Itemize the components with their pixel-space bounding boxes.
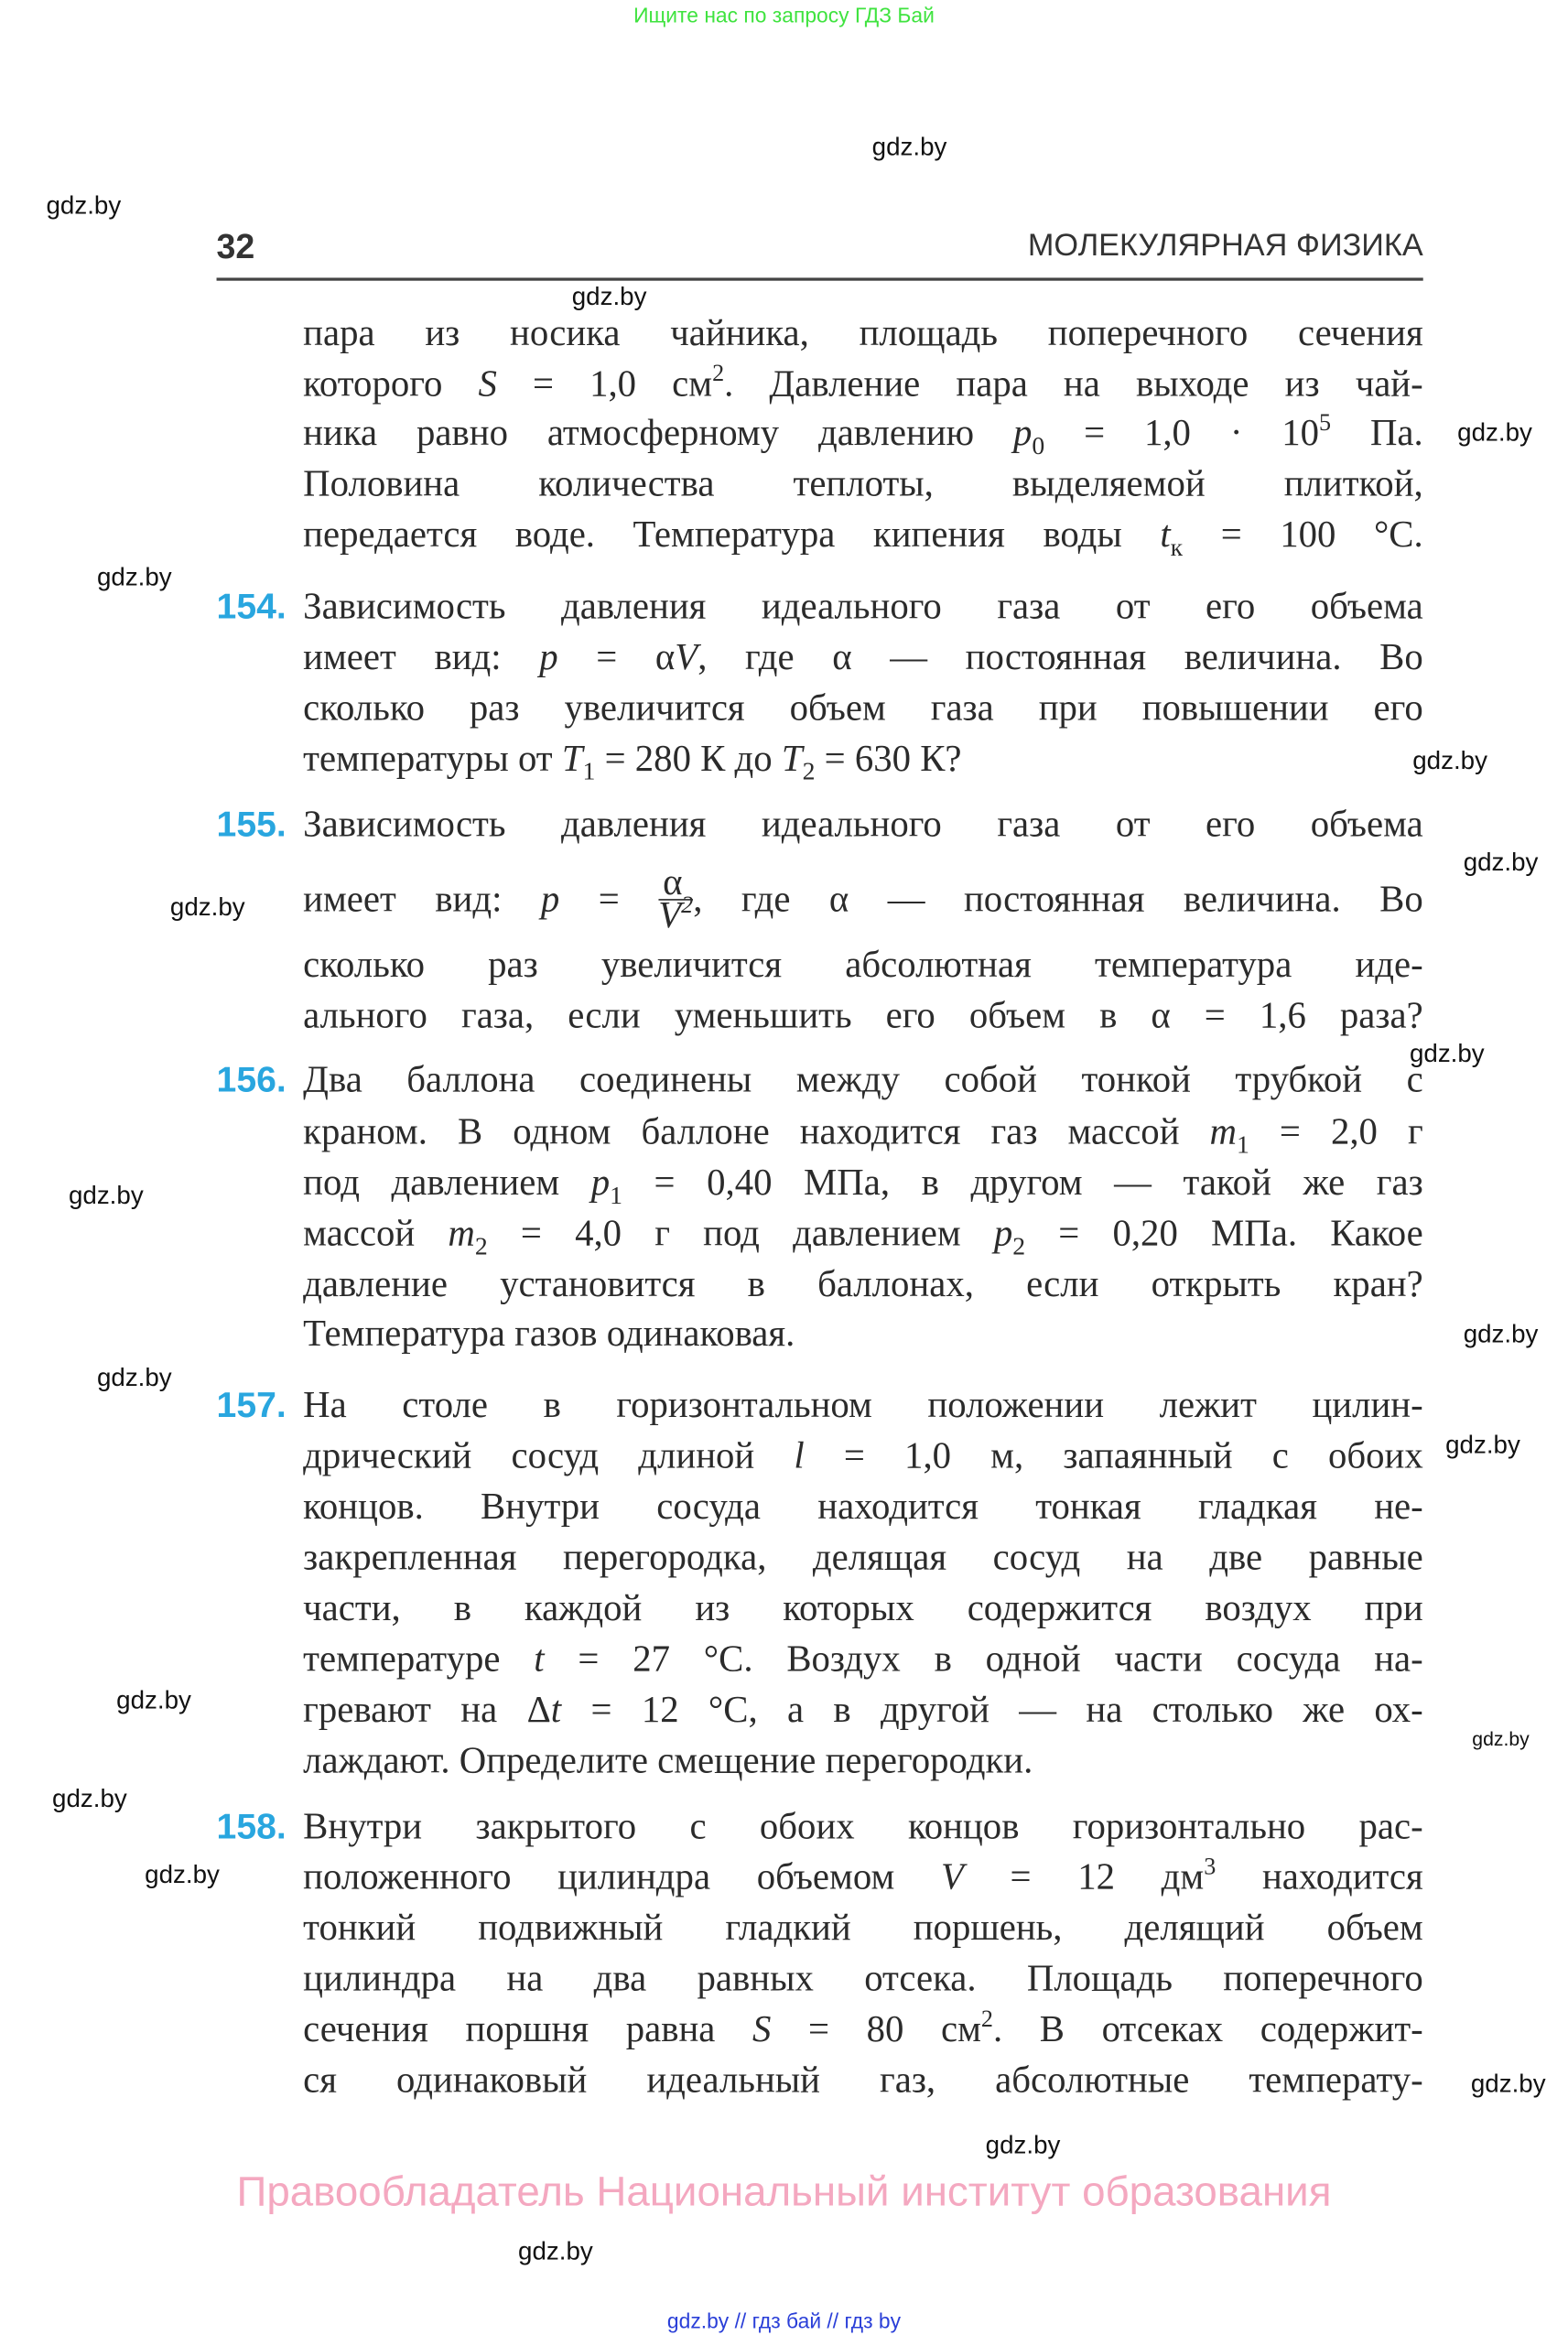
watermark: gdz.by — [68, 1181, 144, 1210]
problem-text-line — [303, 1741, 1423, 1791]
text: массой — [303, 1214, 449, 1255]
text: ника равно атмосферному давлению — [303, 413, 1013, 454]
problem-text-line — [303, 314, 1423, 364]
text: Зависимость давления идеального газа от его объема — [303, 587, 1423, 628]
watermark: gdz.by — [1409, 1039, 1485, 1068]
problem-text-line — [303, 587, 1423, 637]
math-variable: m — [448, 1214, 475, 1255]
problem-text-line — [303, 1314, 1423, 1365]
problem-text-line — [303, 1112, 1423, 1162]
superscript: 3 — [1204, 1854, 1217, 1880]
problem-number: 157. — [216, 1385, 287, 1426]
problem-text-line — [303, 1538, 1423, 1588]
text: под давлением — [303, 1162, 591, 1204]
subscript: 1 — [1237, 1130, 1249, 1159]
math-variable: V — [675, 637, 698, 678]
problem-text-line — [303, 1487, 1423, 1538]
problem-text-line — [303, 1589, 1423, 1639]
problem-text-line — [303, 2006, 1423, 2060]
text: концов. Внутри сосуда находится тонкая гладкая не- — [303, 1487, 1423, 1528]
watermark: gdz.by — [518, 2236, 593, 2265]
problem-text-line — [303, 1854, 1423, 1908]
text: = 280 К до — [595, 739, 782, 780]
text: = 0,40 МПа, в другом — такой же газ — [622, 1162, 1423, 1204]
text: сколько раз увеличится абсолютная температура иде- — [303, 945, 1423, 986]
text: ального газа, если уменьшить его объем в α = 1,6 раза? — [303, 996, 1423, 1037]
subscript: 2 — [474, 1231, 488, 1260]
superscript: 2 — [712, 361, 725, 387]
text: = 1,0 · 10 — [1044, 413, 1320, 454]
math-variable: V — [940, 1857, 964, 1898]
text: пара из носика чайника, площадь поперечного сечения — [303, 313, 1423, 354]
problem-text-line — [303, 805, 1423, 855]
text: Температура газов одинаковая. — [303, 1314, 795, 1355]
text: сечения поршня равна — [303, 2009, 752, 2050]
problem-text-line — [303, 740, 1423, 790]
problem-text-line — [303, 946, 1423, 996]
math-variable: t — [534, 1639, 545, 1681]
text: давление установится в баллонах, если открыть кран? — [303, 1264, 1423, 1305]
problem-text-line — [303, 996, 1423, 1046]
header-divider — [217, 277, 1423, 279]
problem-text-line — [303, 1214, 1423, 1264]
text: положенного цилиндра объемом — [303, 1857, 941, 1898]
superscript: 5 — [1319, 410, 1332, 437]
problem-text-line — [303, 1807, 1423, 1857]
text: передается воде. Температура кипения воды — [303, 514, 1161, 556]
den-exp: 2 — [681, 892, 694, 919]
text: Зависимость давления идеального газа от его объема — [303, 805, 1423, 846]
text: сколько раз увеличится объем газа при повышении его — [303, 688, 1423, 730]
text: цилиндра на два равных отсека. Площадь поперечного — [303, 1959, 1423, 2000]
text: лаждают. Определите смещение перегородки. — [303, 1741, 1033, 1782]
text: = — [559, 880, 659, 921]
math-variable: p — [993, 1214, 1013, 1255]
watermark: gdz.by — [116, 1685, 191, 1714]
watermark: gdz.by — [1463, 848, 1539, 877]
math-variable: p — [539, 637, 558, 678]
text: , где α — постоянная величина. Во — [697, 637, 1423, 678]
math-variable: S — [478, 364, 497, 405]
problem-number: 154. — [216, 587, 287, 628]
numerator: α — [658, 868, 693, 901]
footer-links[interactable]: gdz.by // гдз бай // гдз by — [666, 2308, 902, 2333]
problem-text-line — [303, 688, 1423, 739]
problem-text-line — [303, 1691, 1423, 1741]
subscript: 1 — [582, 757, 596, 786]
text: = 630 К? — [815, 739, 962, 780]
math-variable: p — [1012, 413, 1033, 454]
watermark: gdz.by — [1412, 746, 1487, 775]
text: , где α — постоянная величина. Во — [693, 880, 1423, 921]
subscript: к — [1170, 533, 1184, 562]
math-variable: t — [1160, 514, 1171, 556]
problem-text-line — [303, 464, 1423, 514]
problem-text-line — [303, 410, 1423, 464]
text: Внутри закрытого с обоих концов горизонтально рас- — [303, 1806, 1423, 1848]
problem-text-line — [303, 1163, 1423, 1214]
text: ся одинаковый идеальный газ, абсолютные температу- — [303, 2060, 1423, 2102]
watermark: gdz.by — [145, 1860, 220, 1889]
text: которого — [303, 364, 479, 405]
math-variable: S — [752, 2009, 772, 2050]
watermark: gdz.by — [1472, 1727, 1530, 1751]
text: = 1,0 см — [496, 364, 713, 405]
text: Два баллона соединены между собой тонкой трубкой с — [303, 1060, 1423, 1101]
text: краном. В одном баллоне находится газ массой — [303, 1112, 1210, 1153]
problem-text-line — [303, 1959, 1423, 2009]
text: = 1,0 м, запаянный с обоих — [804, 1436, 1423, 1477]
watermark: gdz.by — [1457, 417, 1532, 447]
copyright-notice: Правообладатель Национальный институт образования — [236, 2168, 1332, 2215]
subscript: 1 — [610, 1181, 622, 1210]
text: = 4,0 г под давлением — [487, 1214, 994, 1255]
text: = 2,0 г — [1249, 1112, 1423, 1153]
problem-number: 156. — [216, 1060, 287, 1101]
problem-number: 158. — [216, 1806, 287, 1848]
text: температуры от — [303, 739, 562, 780]
problem-text-line — [303, 862, 1423, 936]
text: части, в каждой из которых содержится воздух при — [303, 1588, 1423, 1629]
math-variable: t — [550, 1690, 562, 1731]
watermark: gdz.by — [169, 892, 245, 922]
text: = 12 °C, а в другой — на столько же ох- — [561, 1690, 1423, 1731]
superscript: 2 — [980, 2006, 993, 2033]
search-hint: Ищите нас по запросу ГДЗ Бай — [633, 3, 935, 27]
text: = 0,20 МПа. Какое — [1025, 1214, 1423, 1255]
watermark: gdz.by — [96, 563, 172, 592]
math-variable: l — [794, 1436, 805, 1477]
problem-text-line — [303, 1639, 1423, 1690]
math-variable: m — [1209, 1112, 1238, 1153]
text: Половина количества теплоты, выделяемой плиткой, — [303, 464, 1423, 505]
problem-text-line — [303, 361, 1423, 415]
watermark: gdz.by — [985, 2131, 1061, 2160]
text: имеет вид: — [303, 880, 541, 921]
text: закрепленная перегородка, делящая сосуд на две равные — [303, 1538, 1423, 1579]
text: = 27 °C. Воздух в одной части сосуда на- — [544, 1639, 1423, 1681]
text: = 80 см — [771, 2009, 981, 2050]
text: температуре — [303, 1639, 535, 1681]
problem-text-line — [303, 1060, 1423, 1110]
problem-text-line — [303, 638, 1423, 688]
text: Па. — [1331, 413, 1423, 454]
math-variable: p — [590, 1162, 611, 1204]
den-var: V — [658, 895, 682, 936]
text: имеет вид: — [303, 637, 540, 678]
running-head: МОЛЕКУЛЯРНАЯ ФИЗИКА — [1027, 228, 1423, 264]
subscript: 0 — [1032, 431, 1045, 460]
fraction — [658, 862, 694, 936]
problem-text-line — [303, 1265, 1423, 1315]
denominator — [658, 892, 694, 936]
text: дрический сосуд длиной — [303, 1436, 795, 1477]
text: находится — [1216, 1857, 1423, 1898]
text: тонкий подвижный гладкий поршень, делящий объем — [303, 1908, 1423, 1949]
problem-text-line — [303, 515, 1423, 566]
watermark: gdz.by — [1445, 1430, 1520, 1459]
watermark: gdz.by — [571, 282, 647, 311]
watermark: gdz.by — [1463, 1320, 1539, 1349]
math-variable: T — [781, 739, 803, 780]
subscript: 2 — [802, 757, 816, 786]
watermark: gdz.by — [46, 190, 122, 220]
subscript: 2 — [1012, 1231, 1026, 1260]
watermark: gdz.by — [1470, 2070, 1546, 2099]
problem-text-line — [303, 2060, 1423, 2111]
problem-text-line — [303, 1436, 1423, 1487]
math-variable: T — [561, 739, 583, 780]
math-variable: p — [540, 880, 560, 921]
text: гревают на Δ — [303, 1690, 551, 1731]
problem-text-line — [303, 1386, 1423, 1436]
text: = 100 °C. — [1183, 514, 1423, 556]
watermark: gdz.by — [52, 1784, 127, 1813]
text: = α — [557, 637, 676, 678]
text: = 12 дм — [963, 1857, 1205, 1898]
watermark: gdz.by — [96, 1363, 172, 1392]
problem-text-line — [303, 1908, 1423, 1959]
text: На столе в горизонтальном положении лежит цилин- — [303, 1385, 1423, 1426]
page-number: 32 — [216, 226, 255, 266]
text: . Давление пара на выходе из чай- — [724, 364, 1423, 405]
problem-number: 155. — [216, 805, 287, 846]
watermark: gdz.by — [871, 133, 947, 162]
text: . В отсеках содержит- — [992, 2009, 1423, 2050]
